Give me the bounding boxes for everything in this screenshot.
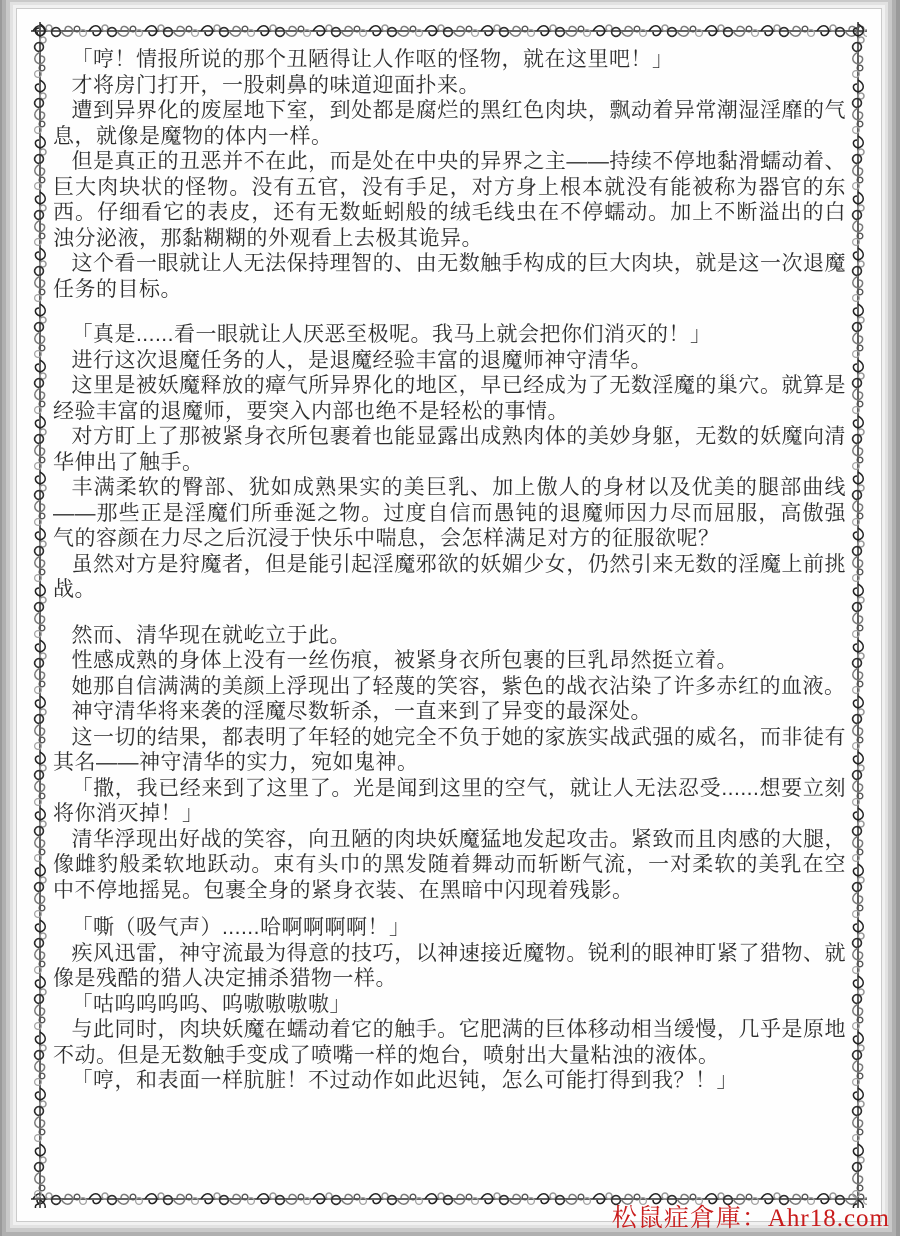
paragraph: 这里是被妖魔释放的瘴气所异界化的地区，早已经成为了无数淫魔的巢穴。就算是经验丰富的退魔师，要突入内部也绝不是轻松的事情。 [53,374,846,423]
page-content [53,47,846,1094]
paragraph: 虽然对方是狩魔者，但是能引起淫魔邪欲的妖媚少女，仍然引来无数的淫魔上前挑战。 [53,552,846,601]
paragraph: 「哼，和表面一样肮脏！不过动作如此迟钝，怎么可能打得到我？！」 [71,1069,738,1092]
blank-line [53,302,846,322]
blank-line [53,603,846,623]
paragraph: 遭到异界化的废屋地下室，到处都是腐烂的黑红色肉块，飘动着异常潮湿淫靡的气息，就像是魔物的体内一样。 [53,99,846,148]
paragraph: 清华浮现出好战的笑容，向丑陋的肉块妖魔猛地发起攻击。紧致而且肉感的大腿，像雌豹般柔软地跃动。束有头巾的黑发随着舞动而斩断气流，一对柔软的美乳在空中不停地摇晃。包裹全身的紧身衣装、在黑暗中闪现着残影。 [53,827,846,902]
paragraph: 与此同时，肉块妖魔在蠕动着它的触手。它肥满的巨体移动相当缓慢，几乎是原地不动。但是无数触手变成了喷嘴一样的炮台，喷射出大量粘浊的液体。 [53,1018,846,1067]
paragraph: 她那自信满满的美颜上浮现出了轻蔑的笑容，紫色的战衣沾染了许多赤红的血液。 [71,674,846,698]
paragraph: 神守清华将来袭的淫魔尽数斩杀，一直来到了异变的最深处。 [71,700,652,723]
paragraph: 丰满柔软的臀部、犹如成熟果实的美巨乳、加上傲人的身材以及优美的腿部曲线——那些正是淫魔们所垂涎之物。过度自信而愚钝的退魔师因力尽而屈服，高傲强气的容颜在力尽之后沉浸于快乐中喘息，会怎样满足对方的征服欲呢？ [53,476,846,550]
paragraph: 「嘶（吸气声）......哈啊啊啊啊！」 [71,916,411,939]
paragraph: 然而、清华现在就屹立于此。 [71,623,351,647]
paragraph: 性感成熟的身体上没有一丝伤痕，被紧身衣所包裹的巨乳昂然挺立着。 [71,649,738,672]
border-ornament-top [31,22,867,40]
novel-page [16,8,882,1222]
watermark-text: 松鼠症倉庫：Ahr18.com [611,1205,890,1232]
paragraph: 但是真正的丑恶并不在此，而是处在中央的异界之主——持续不停地黏滑蠕动着、巨大肉块状的怪物。没有五官，没有手足，对方身上根本就没有能被称为器官的东西。仔细看它的表皮，还有无数蚯蚓般的绒毛线虫在不停蠕动。加上不断溢出的白浊分泌液，那黏糊糊的外观看上去极其诡异。 [53,150,846,250]
paragraph: 疾风迅雷，神守流最为得意的技巧，以神速接近魔物。锐利的眼神盯紧了猎物、就像是残酷的猎人决定捕杀猎物一样。 [53,941,846,990]
blank-line [53,903,846,915]
border-ornament-left [31,22,49,1208]
paragraph: 「哼！情报所说的那个丑陋得让人作呕的怪物，就在这里吧！」 [71,48,674,71]
paragraph: 进行这次退魔任务的人，是退魔经验丰富的退魔师神守清华。 [71,348,652,372]
paragraph: 「咕呜呜呜呜、呜嗷嗷嗷嗷」 [71,992,351,1016]
paragraph: 这一切的结果，都表明了年轻的她完全不负于她的家族实战武强的威名，而非徒有其名——神守清华的实力，宛如鬼神。 [53,725,846,774]
paragraph: 「真是......看一眼就让人厌恶至极呢。我马上就会把你们消灭的！」 [71,323,712,346]
paragraph: 「撒，我已经来到了这里了。光是闻到这里的空气，就让人无法忍受......想要立刻将你消灭掉！」 [53,776,846,825]
paragraph: 对方盯上了那被紧身衣所包裹着也能显露出成熟肉体的美妙身躯，无数的妖魔向清华伸出了触手。 [53,425,846,474]
border-ornament-right [849,22,867,1208]
paragraph: 才将房门打开，一股刺鼻的味道迎面扑来。 [71,73,480,97]
paragraph: 这个看一眼就让人无法保持理智的、由无数触手构成的巨大肉块，就是这一次退魔任务的目标。 [53,252,846,301]
